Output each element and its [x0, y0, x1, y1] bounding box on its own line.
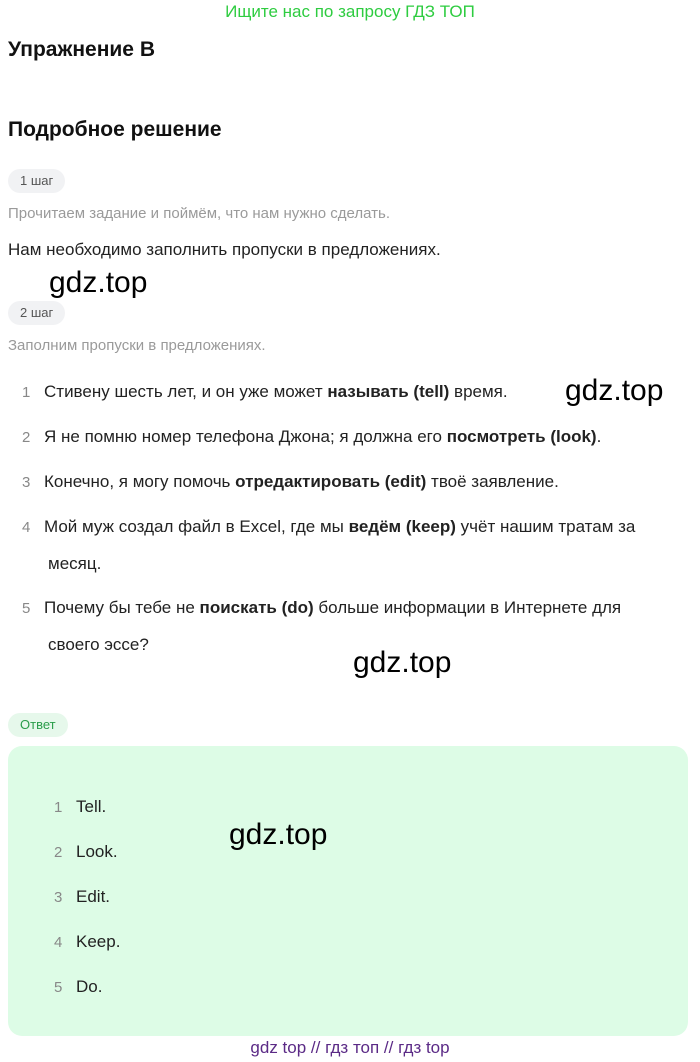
step-2-badge: 2 шаг — [8, 301, 65, 325]
watermark: gdz.top — [565, 374, 664, 407]
answer-highlight: отредактировать (edit) — [235, 472, 427, 491]
item-text-continued: месяц. — [48, 554, 102, 573]
solution-item — [22, 419, 682, 456]
step-2-hint: Заполним пропуски в предложениях. — [8, 337, 266, 354]
item-number: 4 — [54, 934, 63, 951]
answer-text: Do. — [76, 977, 103, 996]
answer-item — [54, 930, 120, 955]
solution-item — [22, 590, 682, 663]
step-1-badge: 1 шаг — [8, 169, 65, 193]
solution-item — [22, 464, 682, 501]
search-banner: Ищите нас по запросу ГДЗ ТОП — [225, 2, 475, 21]
item-number: 1 — [54, 799, 63, 816]
answer-item — [54, 795, 106, 820]
answer-text: Look. — [76, 842, 118, 861]
exercise-title: Упражнение B — [8, 38, 155, 61]
item-text: Почему бы тебе не поискать (do) больше информации в Интернете для — [44, 598, 622, 617]
answer-text: Edit. — [76, 887, 111, 906]
item-number: 5 — [22, 600, 31, 617]
solution-title: Подробное решение — [8, 118, 222, 141]
answer-item — [54, 885, 110, 910]
answer-item — [54, 840, 118, 865]
item-number: 3 — [22, 474, 31, 491]
item-number: 2 — [54, 844, 63, 861]
item-number: 1 — [22, 384, 31, 401]
step-1-text: Нам необходимо заполнить пропуски в предложениях. — [8, 240, 441, 259]
item-number: 2 — [22, 429, 31, 446]
item-text: Стивену шесть лет, и он уже может называть (tell) время. — [44, 382, 508, 401]
item-text: Мой муж создал файл в Excel, где мы ведём (keep) учёт нашим тратам за — [44, 517, 636, 536]
item-number: 3 — [54, 889, 63, 906]
item-number: 4 — [22, 519, 31, 536]
answer-highlight: ведём (keep) — [348, 517, 456, 536]
item-text: Я не помню номер телефона Джона; я должна его посмотреть (look). — [44, 427, 602, 446]
item-text: Конечно, я могу помочь отредактировать (edit) твоё заявление. — [44, 472, 559, 491]
solution-item — [22, 509, 682, 582]
item-number: 5 — [54, 979, 63, 996]
step-1-hint: Прочитаем задание и поймём, что нам нужно сделать. — [8, 205, 391, 222]
answer-highlight: поискать (do) — [199, 598, 314, 617]
watermark: gdz.top — [353, 646, 452, 679]
footer-links: gdz top // гдз топ // гдз top — [250, 1038, 450, 1057]
answer-highlight: посмотреть (look) — [446, 427, 597, 446]
answer-badge: Ответ — [8, 713, 68, 737]
watermark: gdz.top — [49, 266, 148, 299]
answer-box — [8, 746, 688, 1036]
answer-item — [54, 975, 102, 1000]
answer-text: Tell. — [76, 797, 107, 816]
answer-highlight: называть (tell) — [327, 382, 450, 401]
answer-text: Keep. — [76, 932, 121, 951]
watermark: gdz.top — [229, 818, 328, 851]
item-text-continued: своего эссе? — [48, 635, 149, 654]
